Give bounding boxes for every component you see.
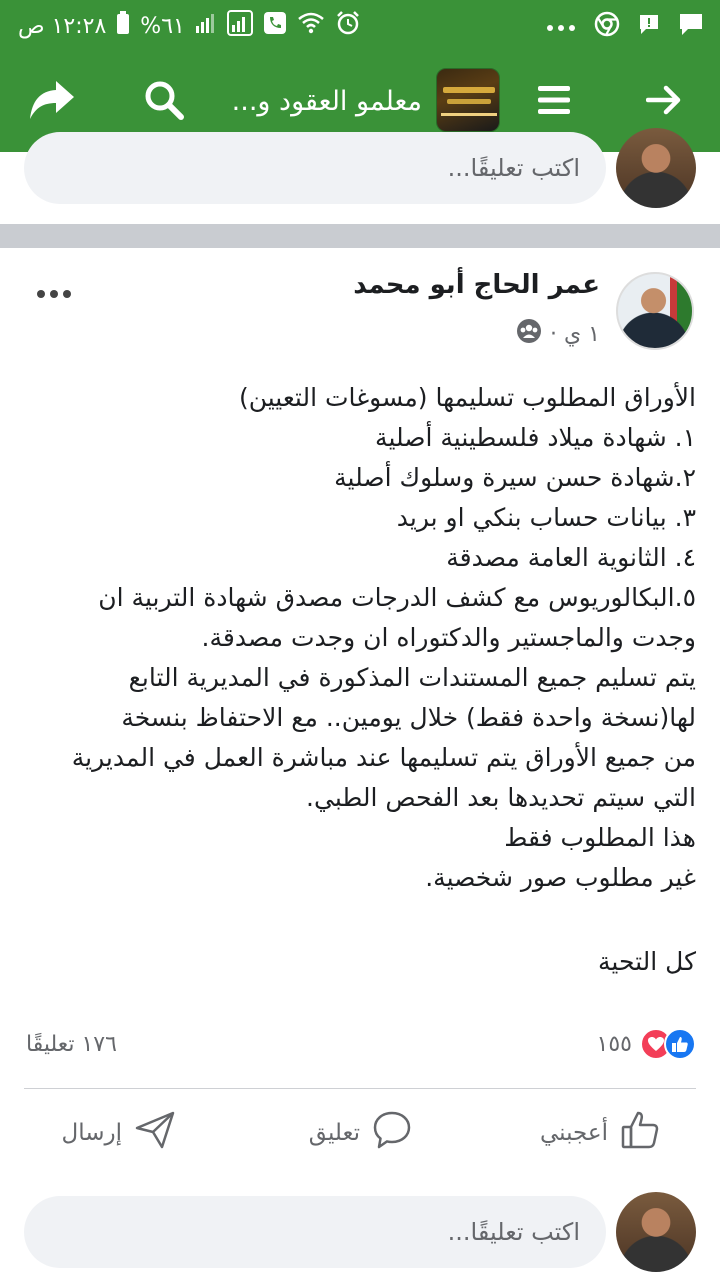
battery-icon (116, 11, 130, 41)
actions-divider (24, 1088, 696, 1089)
menu-button[interactable] (526, 76, 582, 128)
share-button[interactable] (24, 76, 80, 128)
post-closing: كل التحية (598, 947, 696, 976)
comment-label: تعليق (308, 1120, 360, 1146)
post-time[interactable]: ١ ي · (549, 321, 600, 347)
more-dots-icon (546, 17, 576, 36)
comment-input-bottom[interactable]: اكتب تعليقًا... (24, 1196, 606, 1268)
status-bar (0, 0, 720, 52)
send-icon (134, 1110, 176, 1156)
comment-button[interactable] (309, 1108, 412, 1158)
post-line: لها(نسخة واحدة فقط) خلال يومين.. مع الاحتفاظ بنسخة (121, 703, 696, 732)
post-line: ٤. الثانوية العامة مصدقة (446, 543, 696, 572)
chrome-icon (594, 11, 620, 41)
like-reaction-icon (664, 1028, 696, 1060)
post-meta (516, 318, 600, 350)
post-line: هذا المطلوب فقط (504, 823, 696, 852)
current-user-avatar[interactable] (616, 1192, 696, 1272)
messenger-icon (638, 13, 660, 39)
post-line: يتم تسليم جميع المستندات المذكورة في المديرية التابع (128, 663, 696, 692)
post-line: ٢.شهادة حسن سيرة وسلوك أصلية (334, 463, 696, 492)
search-button[interactable] (136, 76, 192, 128)
reactions-count: ١٥٥ (596, 1031, 632, 1057)
comment-input-top[interactable]: اكتب تعليقًا... (24, 132, 606, 204)
wifi-icon (297, 11, 325, 41)
post-body (24, 378, 696, 982)
back-button[interactable] (636, 76, 692, 128)
like-button[interactable] (540, 1108, 662, 1158)
send-label: إرسال (61, 1120, 122, 1146)
comment-icon (372, 1110, 412, 1156)
more-horizontal-icon (36, 269, 72, 307)
back-arrow-icon (646, 85, 682, 119)
post-line: التي سيتم تحديدها بعد الفحص الطبي. (306, 783, 696, 812)
signal-data-icon (227, 10, 253, 42)
post-line: غير مطلوب صور شخصية. (425, 863, 696, 892)
battery-percent: %٦١ (140, 13, 185, 39)
post-line: وجدت والماجستير والدكتوراه ان وجدت مصدقة. (201, 623, 696, 652)
post-author-name[interactable]: عمر الحاج أبو محمد (353, 270, 600, 300)
status-time: ١٢:٢٨ ص (18, 13, 107, 39)
menu-icon (537, 84, 571, 120)
status-left-group (18, 10, 361, 42)
post-line: ٥.البكالوريوس مع كشف الدرجات مصدق شهادة التربية ان (98, 583, 696, 612)
signal-icon (195, 12, 217, 40)
like-label: أعجبني (539, 1120, 608, 1146)
chat-icon (678, 12, 704, 40)
group-cover-thumbnail[interactable] (436, 68, 500, 132)
phone-call-icon (263, 11, 287, 41)
post-line: الأوراق المطلوب تسليمها (مسوغات التعيين) (238, 383, 696, 412)
post-line: ١. شهادة ميلاد فلسطينية أصلية (375, 423, 696, 452)
send-button[interactable] (62, 1108, 177, 1158)
share-icon (28, 79, 76, 125)
status-right-group (546, 10, 704, 42)
search-icon (143, 79, 185, 125)
post-line: ٣. بيانات حساب بنكي او بريد (396, 503, 696, 532)
like-icon (620, 1109, 662, 1157)
author-avatar[interactable] (616, 272, 694, 350)
reactions-summary[interactable] (597, 1028, 696, 1060)
reaction-icons (640, 1028, 696, 1060)
comments-count[interactable]: ١٧٦ تعليقًا (26, 1032, 117, 1057)
feed-divider (0, 224, 720, 248)
alarm-icon (335, 10, 361, 42)
group-audience-icon (516, 318, 542, 350)
post-line: من جميع الأوراق يتم تسليمها عند مباشرة العمل في المديرية (71, 743, 696, 772)
current-user-avatar[interactable] (616, 128, 696, 208)
post-options-button[interactable] (36, 274, 72, 302)
group-title[interactable]: معلمو العقود و... (231, 86, 422, 117)
